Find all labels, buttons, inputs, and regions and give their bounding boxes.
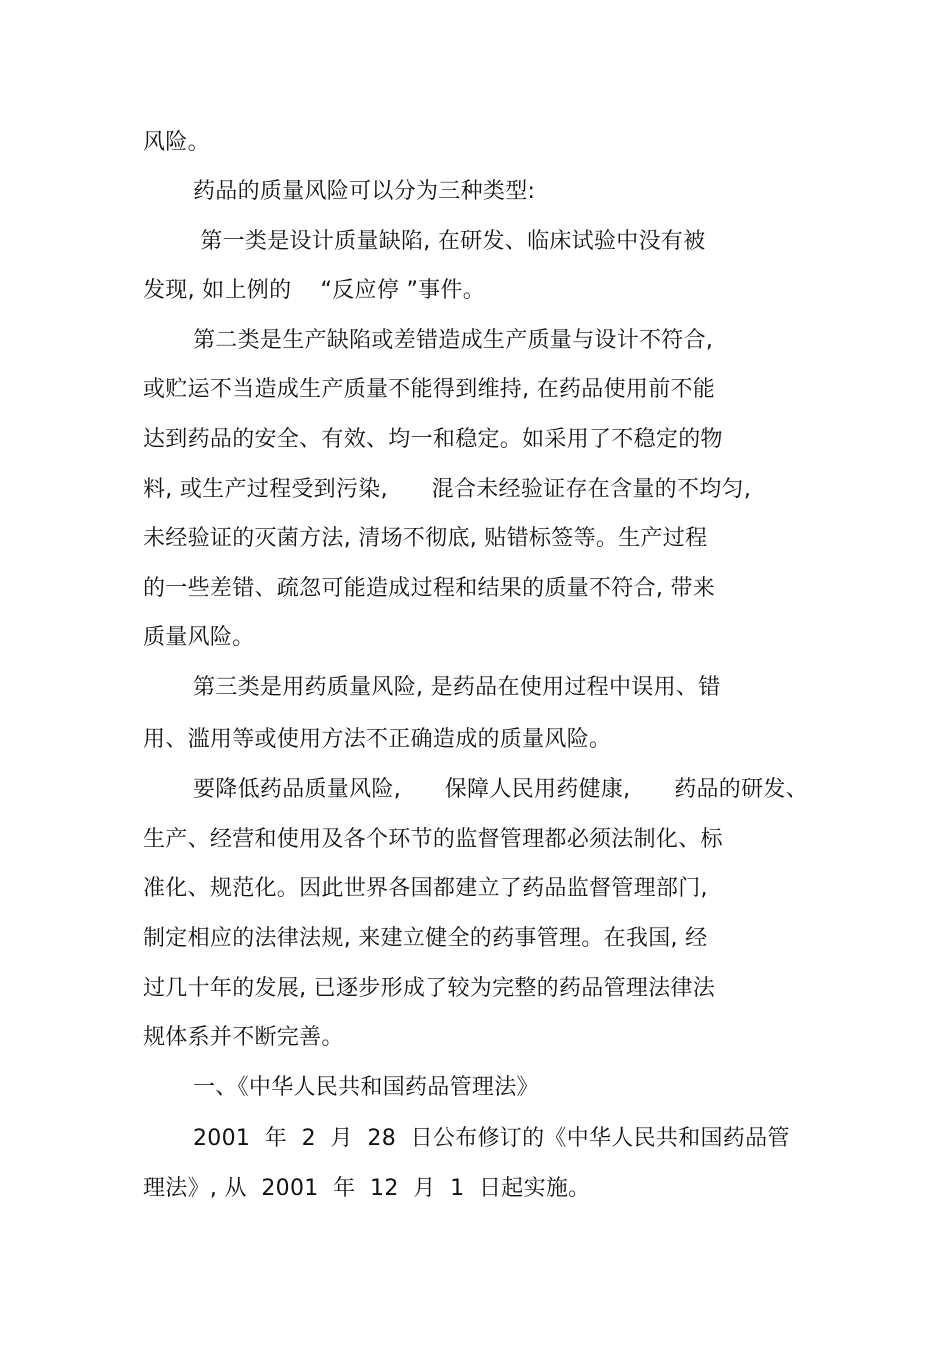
- text-line: 料, 或生产过程受到污染, 混合未经验证存在含量的不均匀,: [143, 477, 752, 502]
- text-line: 2001 年 2 月 28 日公布修订的《中华人民共和国药品管: [193, 1126, 790, 1151]
- section-heading: 一、《中华人民共和国药品管理法》: [193, 1075, 539, 1100]
- text-line: 规体系并不断完善。: [143, 1025, 344, 1050]
- text-line: 过几十年的发展, 已逐步形成了较为完整的药品管理法律法: [143, 976, 716, 1001]
- text-line: 达到药品的安全、有效、均一和稳定。如采用了不稳定的物: [143, 427, 723, 452]
- text-line: 第三类是用药质量风险, 是药品在使用过程中误用、错: [193, 675, 721, 700]
- text-line: 质量风险。: [143, 625, 255, 650]
- text-line: 准化、规范化。因此世界各国都建立了药品监督管理部门,: [143, 876, 708, 901]
- text-line: 的一些差错、疏忽可能造成过程和结果的质量不符合, 带来: [143, 576, 716, 601]
- text-line: 发现, 如上例的 “反应停 ”事件。: [143, 278, 486, 303]
- text-line: 生产、经营和使用及各个环节的监督管理都必须法制化、标: [143, 827, 723, 852]
- text-line: 要降低药品质量风险, 保障人民用药健康, 药品的研发、: [193, 777, 809, 802]
- text-line: 用、滥用等或使用方法不正确造成的质量风险。: [143, 727, 612, 752]
- text-line: 制定相应的法律法规, 来建立健全的药事管理。在我国, 经: [143, 926, 708, 951]
- text-line: 理法》, 从 2001 年 12 月 1 日起实施。: [143, 1176, 591, 1201]
- text-line: 未经验证的灭菌方法, 清场不彻底, 贴错标签等。生产过程: [143, 526, 708, 551]
- text-line: 第二类是生产缺陷或差错造成生产质量与设计不符合,: [193, 328, 714, 353]
- text-line: 药品的质量风险可以分为三种类型:: [193, 179, 536, 204]
- text-line: 或贮运不当造成生产质量不能得到维持, 在药品使用前不能: [143, 377, 716, 402]
- text-line: 第一类是设计质量缺陷, 在研发、临床试验中没有被: [193, 229, 706, 254]
- text-line: 风险。: [143, 130, 210, 155]
